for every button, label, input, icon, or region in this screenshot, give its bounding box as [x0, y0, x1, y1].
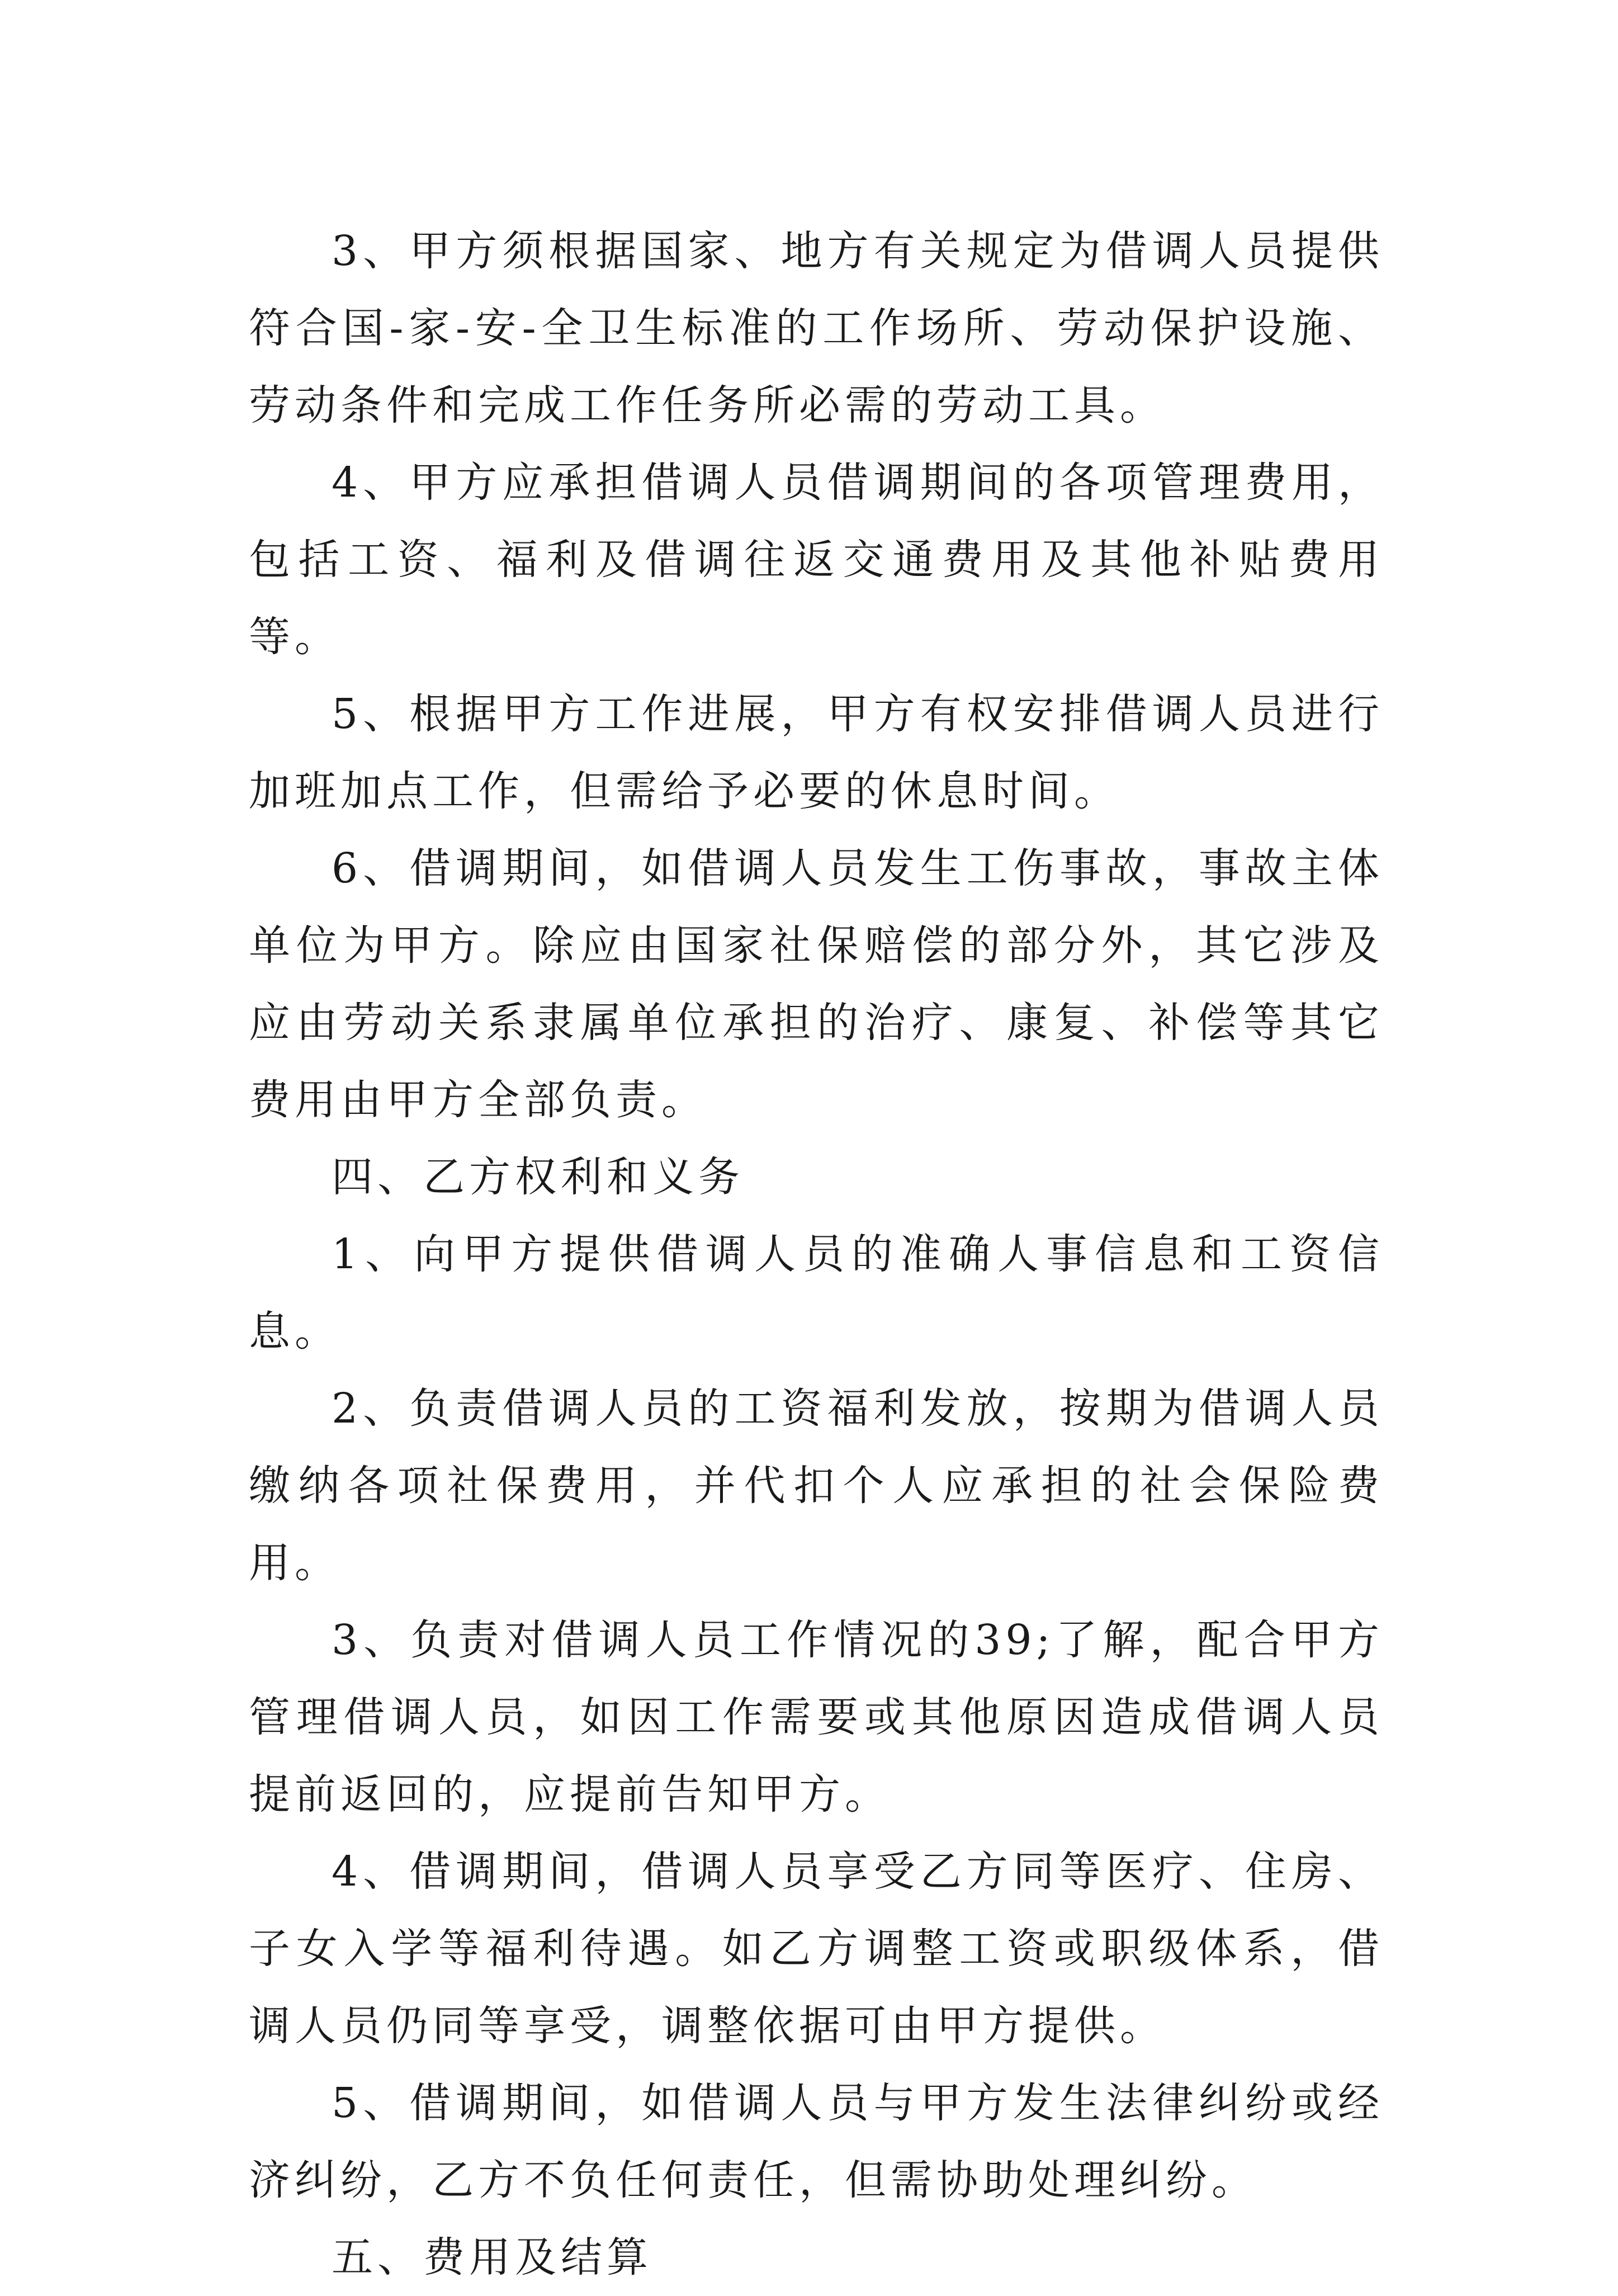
clause-4-fees: 4、甲方应承担借调人员借调期间的各项管理费用，包括工资、福利及借调往返交通费用及其他补贴费用等。 — [249, 459, 1384, 661]
clause-b2-salary: 2、负责借调人员的工资福利发放，按期为借调人员缴纳各项社保费用，并代扣个人应承担的社会保险费用。 — [249, 1385, 1384, 1587]
clause-b1-info: 1、向甲方提供借调人员的准确人事信息和工资信息。 — [249, 1230, 1384, 1355]
clause-b4-benefits: 4、借调期间，借调人员享受乙方同等医疗、住房、子女入学等福利待遇。如乙方调整工资或职级体系，借调人员仍同等享受，调整依据可由甲方提供。 — [249, 1848, 1384, 2050]
clause-6-injury: 6、借调期间，如借调人员发生工伤事故，事故主体单位为甲方。除应由国家社保赔偿的部分外，其它涉及应由劳动关系隶属单位承担的治疗、康复、补偿等其它费用由甲方全部负责。 — [249, 844, 1384, 1124]
clause-3-workplace: 3、甲方须根据国家、地方有关规定为借调人员提供符合国-家-安-全卫生标准的工作场所、劳动保护设施、劳动条件和完成工作任务所必需的劳动工具。 — [249, 227, 1384, 429]
clause-5-overtime: 5、根据甲方工作进展，甲方有权安排借调人员进行加班加点工作，但需给予必要的休息时间。 — [249, 690, 1384, 815]
section-heading-4: 四、乙方权利和义务 — [332, 1153, 744, 1201]
document-body — [249, 212, 1384, 2296]
section-heading-5: 五、费用及结算 — [332, 2233, 652, 2281]
clause-b3-understanding: 3、负责对借调人员工作情况的39;了解，配合甲方管理借调人员，如因工作需要或其他原因造成借调人员提前返回的，应提前告知甲方。 — [249, 1616, 1384, 1818]
clause-b5-disputes: 5、借调期间，如借调人员与甲方发生法律纠纷或经济纠纷，乙方不负任何责任，但需协助处理纠纷。 — [249, 2079, 1384, 2204]
